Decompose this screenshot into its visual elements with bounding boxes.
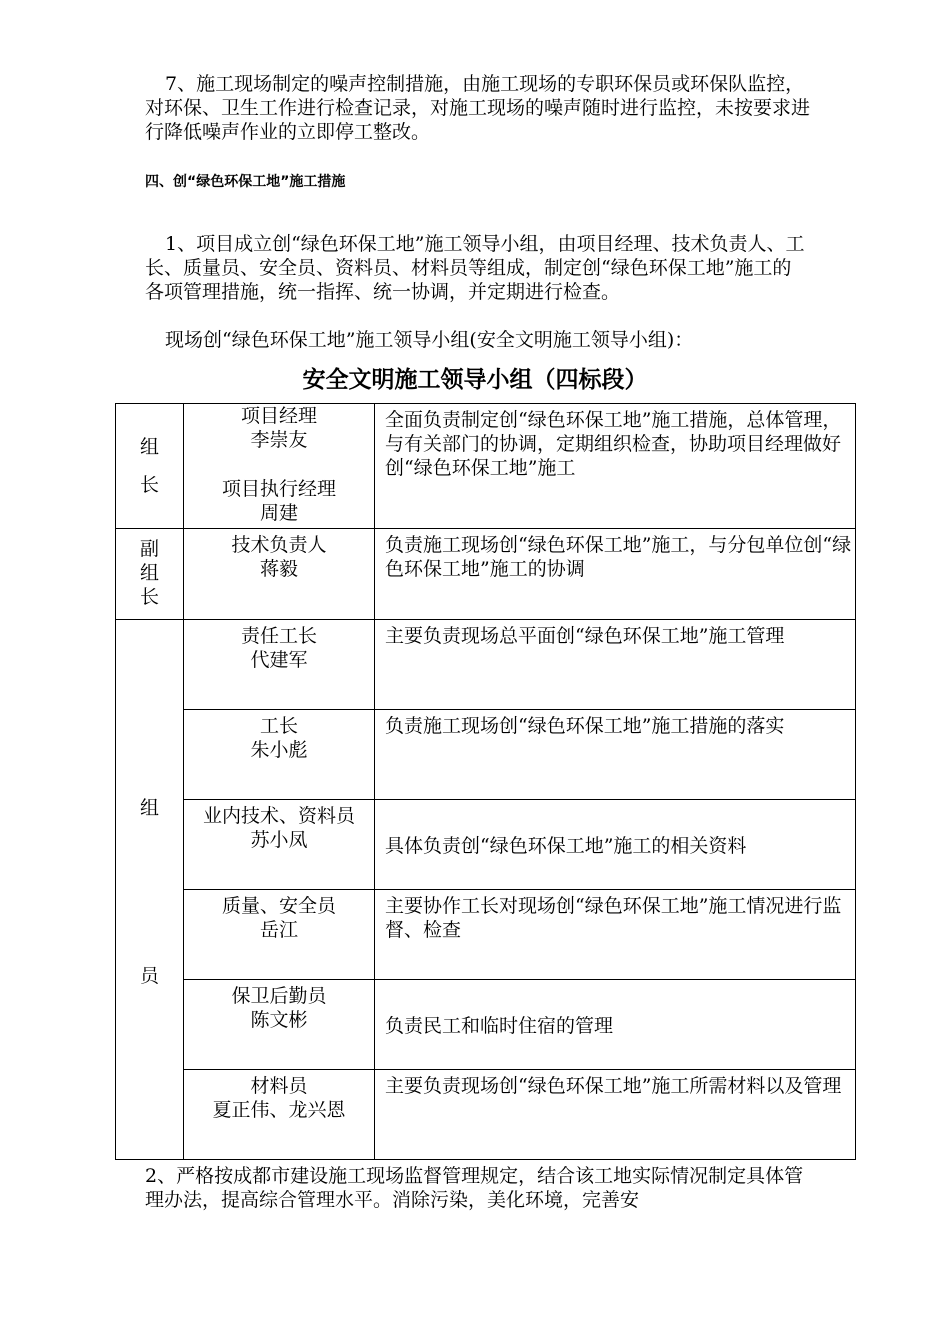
table-row-leader bbox=[116, 404, 856, 529]
duty-cell: 主要负责现场创“绿色环保工地”施工所需材料以及管理 bbox=[375, 1070, 856, 1160]
person-cell bbox=[184, 800, 375, 890]
table-title: 安全文明施工领导小组（四标段） bbox=[302, 367, 648, 393]
person-cell bbox=[184, 980, 375, 1070]
table-row-member bbox=[116, 710, 856, 800]
person-name: 苏小凤 bbox=[250, 829, 308, 851]
duty-cell: 主要负责现场总平面创“绿色环保工地”施工管理 bbox=[375, 620, 856, 710]
person-cell-leader bbox=[184, 404, 375, 529]
duty-cell-deputy: 负责施工现场创“绿色环保工地”施工，与分包单位创“绿色环保工地”施工的协调 bbox=[375, 529, 856, 620]
paragraph-1-team-intro: 现场创“绿色环保工地”施工领导小组(安全文明施工领导小组)： bbox=[165, 329, 694, 351]
role-char: 组 bbox=[139, 797, 159, 819]
person-cell bbox=[184, 890, 375, 980]
person-name: 代建军 bbox=[250, 649, 308, 671]
person-name: 周建 bbox=[259, 502, 298, 524]
role-char: 员 bbox=[139, 965, 159, 987]
person-title: 责任工长 bbox=[240, 625, 317, 647]
role-char: 副 bbox=[139, 538, 159, 560]
role-cell-deputy bbox=[116, 529, 184, 620]
duty-cell: 负责施工现场创“绿色环保工地”施工措施的落实 bbox=[375, 710, 856, 800]
person-name: 陈文彬 bbox=[250, 1009, 308, 1031]
table-row-member bbox=[116, 800, 856, 890]
person-title: 技术负责人 bbox=[231, 534, 327, 556]
paragraph-7: 7、施工现场制定的噪声控制措施，由施工现场的专职环保员或环保队监控，对环保、卫生工作进行检查记录，对施工现场的噪声随时进行监控，未按要求进行降低噪声作业的立即停工整改。 bbox=[145, 73, 811, 143]
person-title: 项目经理 bbox=[240, 405, 317, 427]
person-name: 李崇友 bbox=[250, 429, 308, 451]
duty-text: 负责民工和临时住宿的管理 bbox=[385, 1015, 614, 1037]
person-title: 保卫后勤员 bbox=[231, 985, 327, 1007]
person-cell bbox=[184, 710, 375, 800]
role-cell-members bbox=[116, 620, 184, 1160]
table-row-member bbox=[116, 1070, 856, 1160]
person-title: 材料员 bbox=[250, 1075, 308, 1097]
role-char: 组 bbox=[139, 436, 159, 458]
person-title: 业内技术、资料员 bbox=[202, 805, 355, 827]
duty-cell bbox=[375, 980, 856, 1070]
duty-cell bbox=[375, 800, 856, 890]
role-char: 长 bbox=[139, 474, 159, 496]
role-char: 组 bbox=[139, 562, 159, 584]
role-char: 长 bbox=[139, 586, 159, 608]
person-name: 岳江 bbox=[259, 919, 298, 941]
role-cell-leader bbox=[116, 404, 184, 529]
paragraph-1: 1、项目成立创“绿色环保工地”施工领导小组，由项目经理、技术负责人、工长、质量员、安全员、资料员、材料员等组成，制定创“绿色环保工地”施工的各项管理措施，统一指挥、统一协调，并定期进行检查。 bbox=[145, 233, 805, 303]
person-title: 工长 bbox=[259, 715, 298, 737]
table-row-deputy bbox=[116, 529, 856, 620]
paragraph-2: 2、严格按成都市建设施工现场监督管理规定，结合该工地实际情况制定具体管理办法，提高综合管理水平。消除污染，美化环境，完善安 bbox=[145, 1165, 804, 1211]
person-name: 夏正伟、龙兴恩 bbox=[212, 1099, 346, 1121]
team-table bbox=[115, 403, 856, 1160]
duty-cell: 主要协作工长对现场创“绿色环保工地”施工情况进行监督、检查 bbox=[375, 890, 856, 980]
table-row-member bbox=[116, 890, 856, 980]
person-name: 蒋毅 bbox=[259, 558, 298, 580]
person-title: 质量、安全员 bbox=[221, 895, 336, 917]
duty-cell-leader: 全面负责制定创“绿色环保工地”施工措施，总体管理，与有关部门的协调，定期组织检查，协助项目经理做好创“绿色环保工地”施工 bbox=[375, 404, 856, 529]
person-cell-deputy bbox=[184, 529, 375, 620]
duty-text: 具体负责创“绿色环保工地”施工的相关资料 bbox=[385, 835, 747, 857]
person-cell bbox=[184, 1070, 375, 1160]
person-cell bbox=[184, 620, 375, 710]
table-row-member bbox=[116, 980, 856, 1070]
person-title: 项目执行经理 bbox=[221, 478, 336, 500]
table-row-member bbox=[116, 620, 856, 710]
person-name: 朱小彪 bbox=[250, 739, 308, 761]
section-heading-4: 四、创“绿色环保工地”施工措施 bbox=[145, 174, 346, 190]
